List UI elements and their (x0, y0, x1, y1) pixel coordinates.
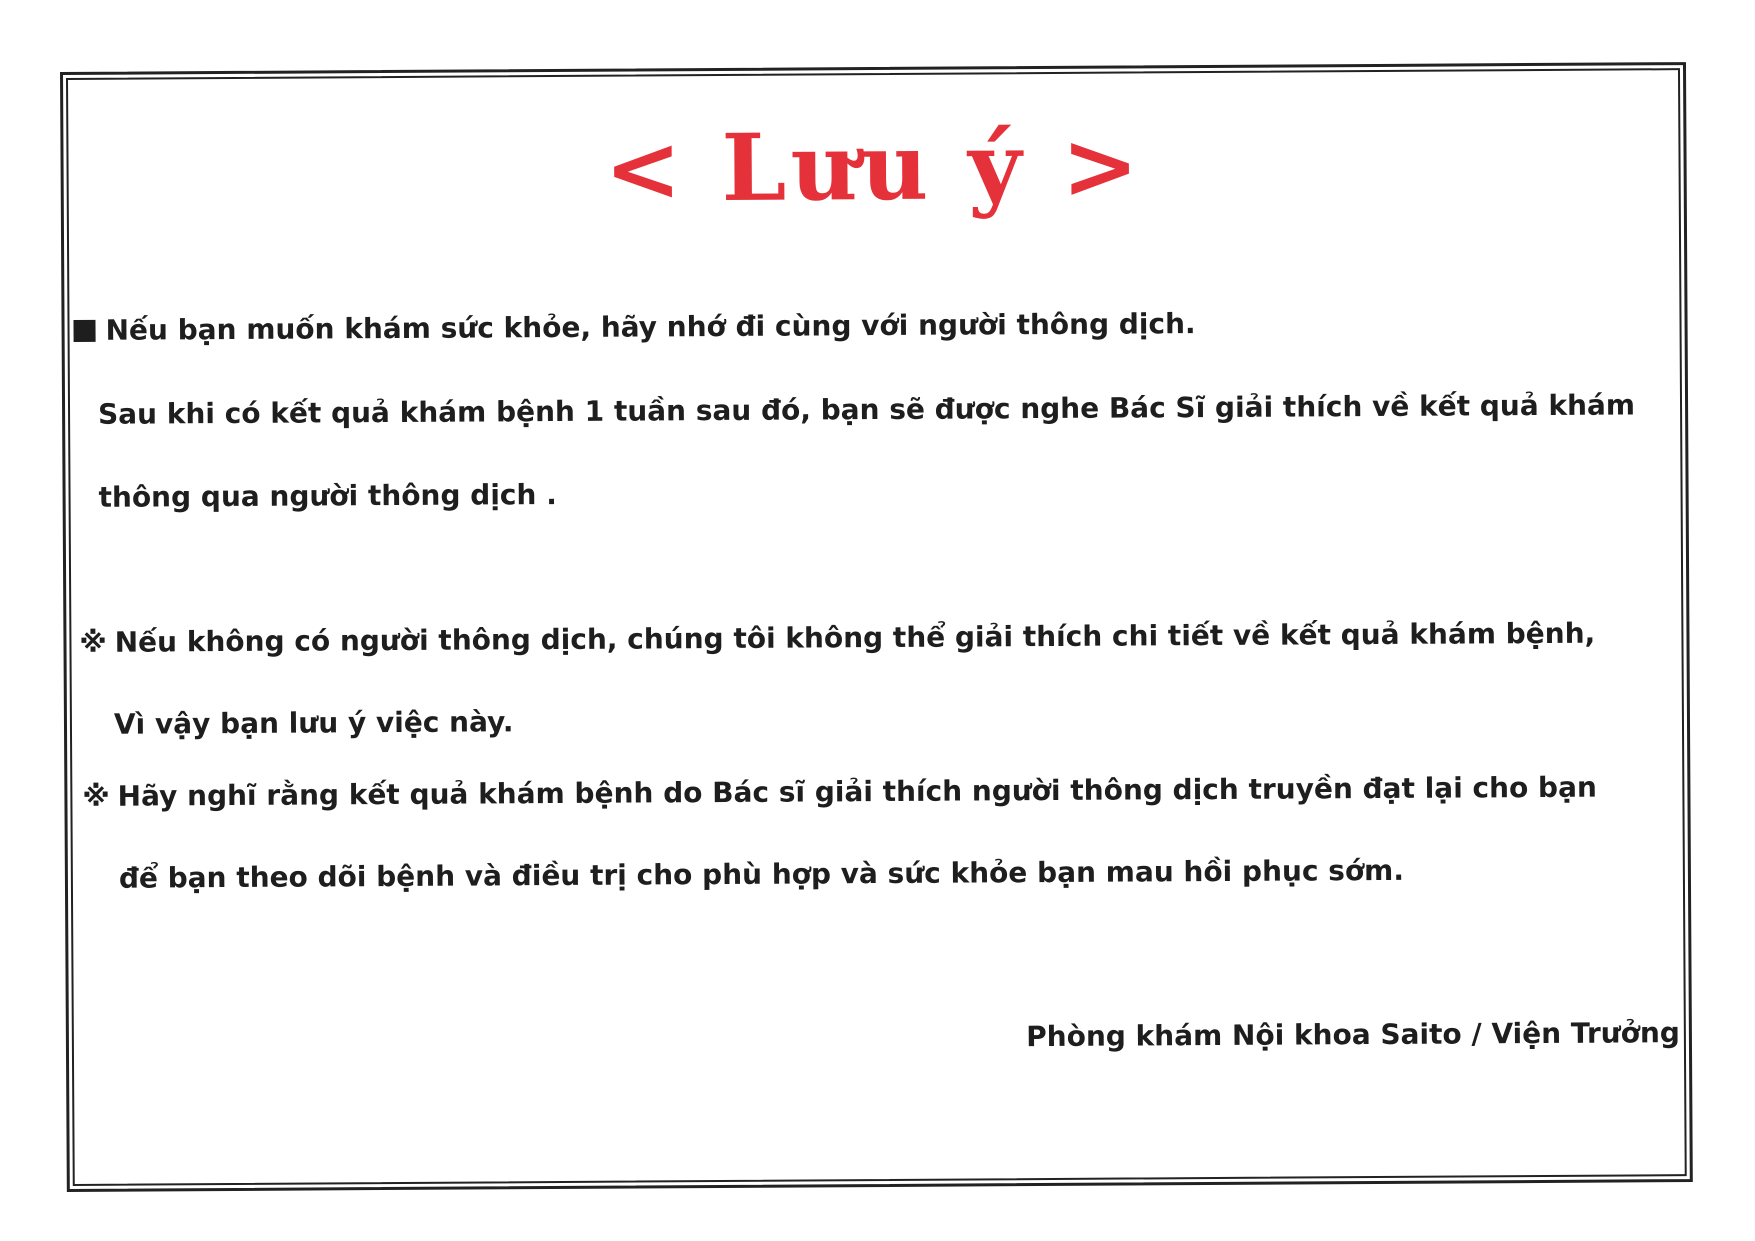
signature: Phòng khám Nội khoa Saito / Viện Trưởng (1026, 1016, 1680, 1054)
square-bullet-icon (73, 320, 95, 342)
notice-content (66, 68, 1687, 1186)
note1-line2: Vì vậy bạn lưu ý việc này. (113, 705, 514, 741)
notice-title: < Lưu ý > (604, 111, 1143, 223)
reference-mark-icon: ※ (82, 779, 110, 813)
section1-line1 (73, 307, 1195, 347)
section1-line2: Sau khi có kết quả khám bệnh 1 tuần sau đó, bạn sẽ được nghe Bác Sĩ giải thích về kết quả khám (97, 388, 1636, 431)
note2-line1 (82, 771, 1597, 814)
note2-line2: để bạn theo dõi bệnh và điều trị cho phù hợp và sức khỏe bạn mau hồi phục sớm. (118, 853, 1405, 895)
note2-line1-text: Hãy nghĩ rằng kết quả khám bệnh do Bác sĩ giải thích người thông dịch truyền đạt lại cho bạn (117, 770, 1597, 813)
section1-line1-text: Nếu bạn muốn khám sức khỏe, hãy nhớ đi cùng với người thông dịch. (105, 307, 1196, 347)
note1-line1 (79, 617, 1595, 660)
section1-line3: thông qua người thông dịch . (98, 478, 557, 514)
note1-line1-text: Nếu không có người thông dịch, chúng tôi không thể giải thích chi tiết về kết quả khám bệnh, (114, 616, 1596, 659)
reference-mark-icon: ※ (79, 625, 107, 659)
